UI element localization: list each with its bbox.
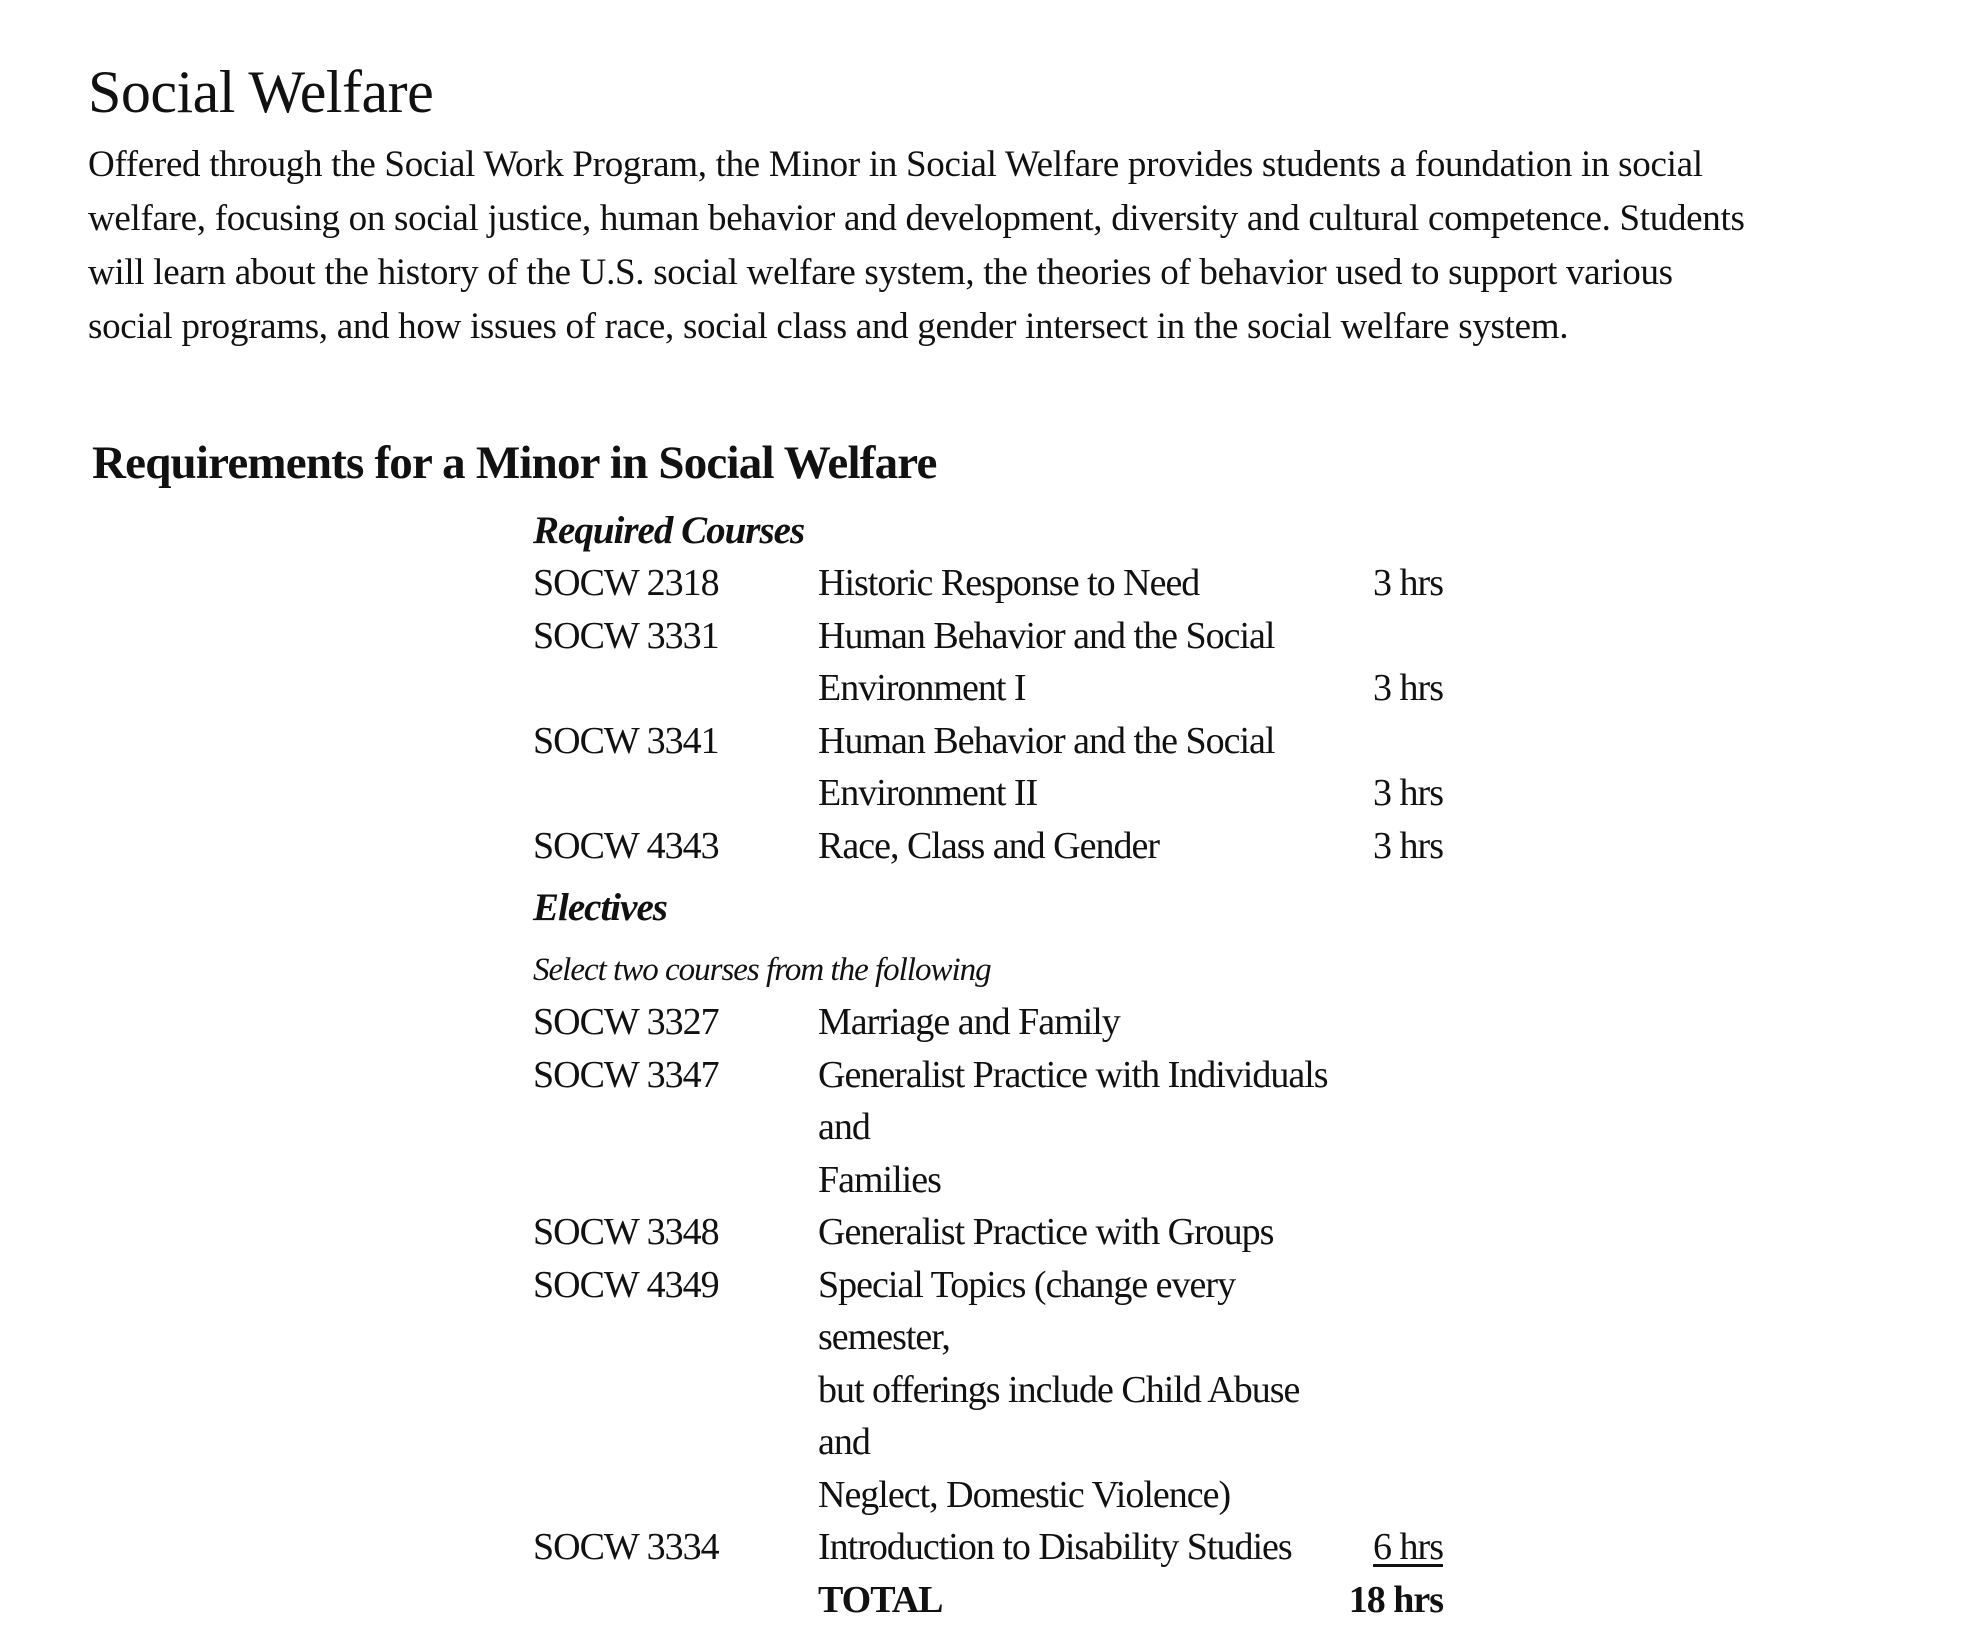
electives-heading: Electives bbox=[533, 882, 1443, 934]
course-row bbox=[533, 1154, 1443, 1207]
total-row bbox=[533, 1574, 1443, 1626]
required-courses-list bbox=[533, 557, 1443, 872]
course-row bbox=[533, 1364, 1443, 1469]
course-code: SOCW 3348 bbox=[533, 1206, 818, 1259]
course-row bbox=[533, 1469, 1443, 1522]
course-row bbox=[533, 662, 1443, 715]
course-title: Environment I bbox=[818, 662, 1333, 715]
course-code: SOCW 3347 bbox=[533, 1049, 818, 1154]
course-row bbox=[533, 610, 1443, 663]
page-title: Social Welfare bbox=[88, 58, 433, 127]
course-hours: 3 hrs bbox=[1373, 772, 1443, 814]
electives-list bbox=[533, 996, 1443, 1574]
intro-paragraph bbox=[88, 138, 1888, 354]
course-row bbox=[533, 820, 1443, 873]
course-hours: 6 hrs bbox=[1373, 1526, 1443, 1568]
electives-note: Select two courses from the following bbox=[533, 944, 1443, 996]
course-title: but offerings include Child Abuse and bbox=[818, 1364, 1333, 1469]
course-row bbox=[533, 1049, 1443, 1154]
course-title: Introduction to Disability Studies bbox=[818, 1521, 1333, 1574]
intro-line: welfare, focusing on social justice, human behavior and development, diversity and cultural competence. Students bbox=[88, 192, 1888, 246]
course-code: SOCW 3327 bbox=[533, 996, 818, 1049]
intro-line: Offered through the Social Work Program, the Minor in Social Welfare provides students a foundation in social bbox=[88, 138, 1888, 192]
total-label: TOTAL bbox=[818, 1574, 1333, 1626]
course-title: Generalist Practice with Groups bbox=[818, 1206, 1333, 1259]
requirements-heading: Requirements for a Minor in Social Welfare bbox=[92, 436, 937, 490]
course-code: SOCW 3334 bbox=[533, 1521, 818, 1574]
course-hours: 3 hrs bbox=[1373, 825, 1443, 867]
course-title: Human Behavior and the Social bbox=[818, 610, 1333, 663]
course-code: SOCW 4343 bbox=[533, 820, 818, 873]
requirements-list bbox=[533, 505, 1443, 1626]
course-title: Generalist Practice with Individuals and bbox=[818, 1049, 1333, 1154]
course-title: Marriage and Family bbox=[818, 996, 1333, 1049]
intro-line: social programs, and how issues of race, social class and gender intersect in the social welfare system. bbox=[88, 300, 1888, 354]
course-row bbox=[533, 715, 1443, 768]
course-row bbox=[533, 1521, 1443, 1574]
total-hours: 18 hrs bbox=[1333, 1574, 1443, 1626]
course-row bbox=[533, 767, 1443, 820]
course-row bbox=[533, 1206, 1443, 1259]
intro-line: will learn about the history of the U.S. social welfare system, the theories of behavior used to support various bbox=[88, 246, 1888, 300]
course-hours: 3 hrs bbox=[1373, 667, 1443, 709]
course-code: SOCW 4349 bbox=[533, 1259, 818, 1364]
course-title: Human Behavior and the Social bbox=[818, 715, 1333, 768]
course-title: Race, Class and Gender bbox=[818, 820, 1333, 873]
course-code: SOCW 3331 bbox=[533, 610, 818, 663]
course-row bbox=[533, 996, 1443, 1049]
course-code: SOCW 3341 bbox=[533, 715, 818, 768]
course-title: Neglect, Domestic Violence) bbox=[818, 1469, 1333, 1522]
course-title: Families bbox=[818, 1154, 1333, 1207]
course-code: SOCW 2318 bbox=[533, 557, 818, 610]
course-title: Special Topics (change every semester, bbox=[818, 1259, 1333, 1364]
required-courses-heading: Required Courses bbox=[533, 505, 1443, 557]
course-title: Environment II bbox=[818, 767, 1333, 820]
course-row bbox=[533, 557, 1443, 610]
course-hours: 3 hrs bbox=[1373, 562, 1443, 604]
course-row bbox=[533, 1259, 1443, 1364]
course-title: Historic Response to Need bbox=[818, 557, 1333, 610]
